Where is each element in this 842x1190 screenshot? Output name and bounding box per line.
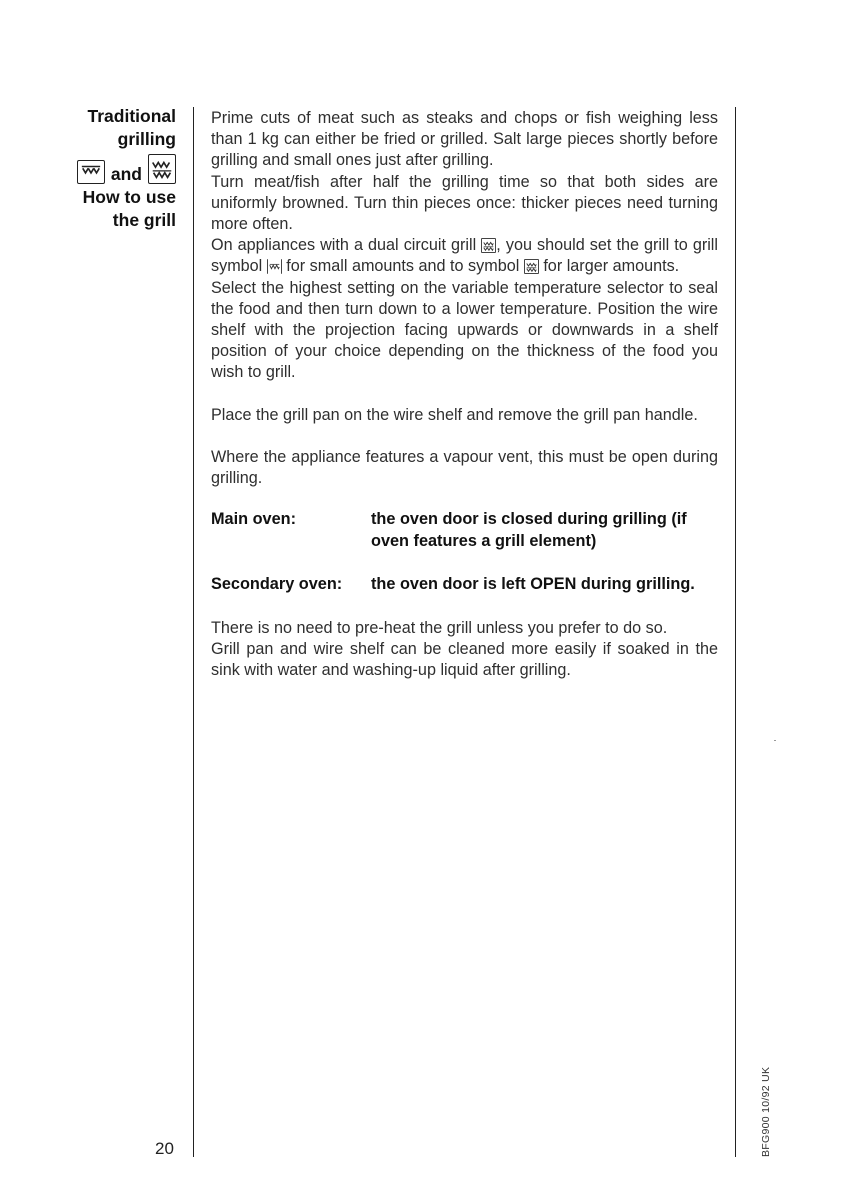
paragraph-vapour-vent: Where the appliance features a vapour vent, this must be open during grilling. xyxy=(211,447,718,488)
dual-circuit-text-a: On appliances with a dual circuit grill xyxy=(211,236,477,255)
dual-circuit-text-d: for larger amounts. xyxy=(543,257,680,276)
scan-dot xyxy=(774,740,776,741)
right-vertical-rule xyxy=(735,107,736,1157)
page-number: 20 xyxy=(155,1139,174,1158)
dual-circuit-grill-icon xyxy=(524,259,539,274)
single-circuit-grill-icon xyxy=(267,259,282,274)
secondary-oven-row xyxy=(211,574,718,596)
left-vertical-rule xyxy=(193,107,194,1157)
heading-how-to-use: How to use xyxy=(82,187,176,207)
single-circuit-grill-icon xyxy=(77,160,105,184)
dual-circuit-text-b: , you should set the grill to grill symbol xyxy=(211,236,718,276)
document-code: BFG900 10/92 UK xyxy=(760,1066,772,1157)
paragraph-cleaning: Grill pan and wire shelf can be cleaned more easily if soaked in the sink with water and washing-up liquid after grilling. xyxy=(211,639,718,680)
secondary-oven-desc: the oven door is left OPEN during grilling. xyxy=(371,575,695,594)
paragraph-temperature-selector: Select the highest setting on the variable temperature selector to seal the food and then turn down to a lower temperature. Position the wire shelf with the projection facing upwards or downwards in a shelf position of your choice depending on the thickness of the food you wish to grill. xyxy=(211,278,718,382)
sidebar xyxy=(20,105,176,232)
main-oven-row xyxy=(211,509,718,552)
paragraph-prime-cuts: Prime cuts of meat such as steaks and chops or fish weighing less than 1 kg can either be fried or grilled. Salt large pieces shortly before grilling and small ones just after grilling. xyxy=(211,109,718,170)
grill-icons-row xyxy=(20,154,176,184)
paragraph-turn-meat: Turn meat/fish after half the grilling time so that both sides are uniformly browned. Turn thin pieces once: thicker pieces need turning more often. xyxy=(211,172,718,234)
secondary-oven-term: Secondary oven: xyxy=(211,575,343,594)
paragraph-grill-pan: Place the grill pan on the wire shelf and remove the grill pan handle. xyxy=(211,405,698,424)
heading-the-grill: the grill xyxy=(112,210,176,230)
heading-grilling: grilling xyxy=(117,129,176,149)
paragraph-dual-circuit xyxy=(211,235,718,277)
and-label: and xyxy=(110,164,142,184)
heading-traditional: Traditional xyxy=(87,106,176,126)
main-content xyxy=(211,108,718,681)
main-oven-desc: the oven door is closed during grilling (if oven features a grill element) xyxy=(371,510,687,550)
dual-circuit-grill-icon xyxy=(148,154,176,184)
dual-circuit-grill-icon xyxy=(481,238,496,253)
main-oven-term: Main oven: xyxy=(211,510,297,529)
dual-circuit-text-c: for small amounts and to symbol xyxy=(286,257,520,276)
paragraph-pre-heat: There is no need to pre-heat the grill unless you prefer to do so. xyxy=(211,618,668,637)
